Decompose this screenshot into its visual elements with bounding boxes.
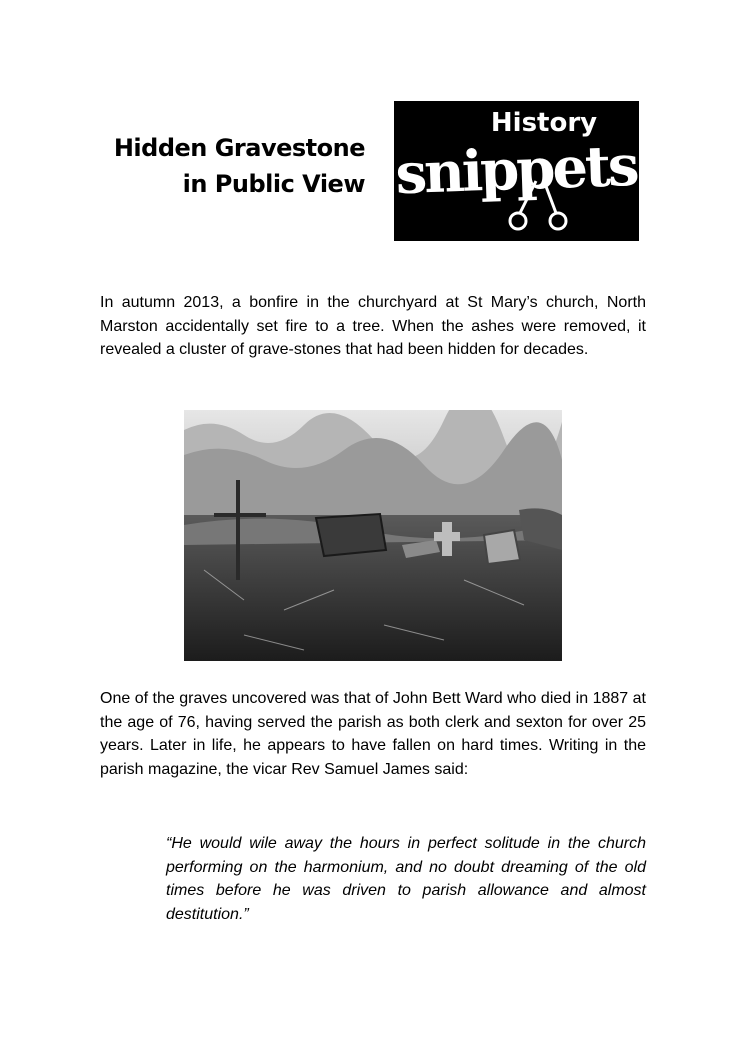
title-line-2: in Public View — [182, 170, 365, 198]
vicar-quote: “He would wile away the hours in perfect solitude in the church performing on the harmonium, and no doubt dreaming of the old times before he was driven to parish allowance and almost destitution.” — [166, 835, 646, 923]
churchyard-graves-photo — [184, 410, 562, 661]
intro-paragraph: In autumn 2013, a bonfire in the churchyard at St Mary’s church, North Marston accidentally set fire to a tree. When the ashes were removed, it revealed a cluster of grave-stones that had been hidden for decades. — [100, 294, 646, 358]
title-line-1: Hidden Gravestone — [113, 134, 365, 162]
body-paragraph: One of the graves uncovered was that of John Bett Ward who died in 1887 at the age of 76, having served the parish as both clerk and sexton for over 25 years. Later in life, he appears to have fallen on hard times. Writing in the parish magazine, the vicar Rev Samuel James said: — [100, 690, 646, 778]
logo-top-word: History — [490, 108, 598, 138]
logo-artwork — [394, 101, 639, 241]
page-title — [80, 130, 365, 202]
logo-main-word: snippets — [394, 132, 638, 208]
history-snippets-logo — [394, 101, 639, 241]
